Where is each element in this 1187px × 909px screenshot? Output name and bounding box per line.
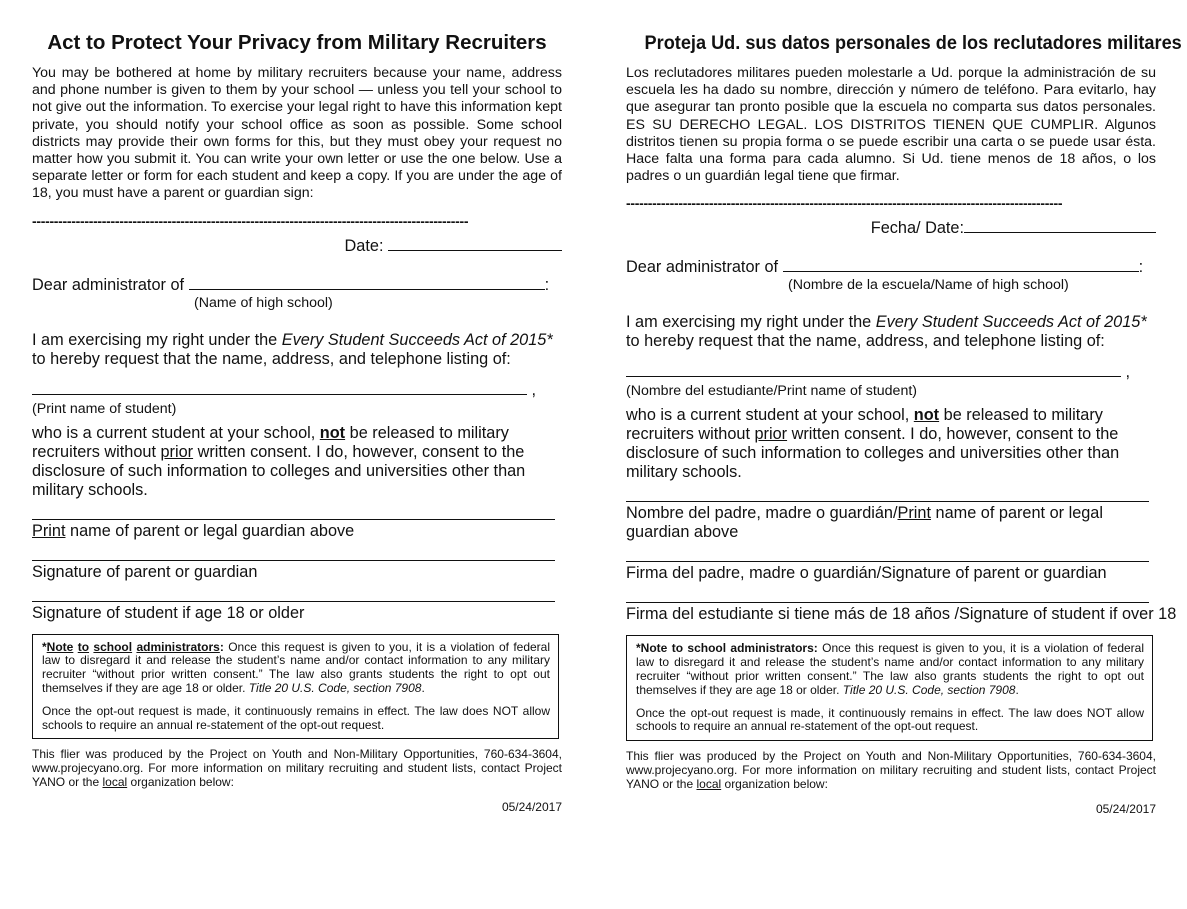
admin-note-box [32, 634, 559, 740]
prior-emphasis: prior [754, 425, 788, 444]
date-label: Date: [344, 236, 384, 255]
dear-row: Dear administrator of : [626, 258, 1144, 277]
footer-text: This flier was produced by the Project on Youth and Non-Military Opportunities, 760-634-3604, www.projecyano.org. For more information on military recruiting and student lists, contact Project YANO or the local organization below: [626, 749, 1156, 791]
student-caption: (Nombre del estudiante/Print name of student) [626, 383, 917, 400]
act-name: Every Student Succeeds Act of 2015* [875, 313, 1147, 332]
school-name-field[interactable] [783, 257, 1139, 272]
not-emphasis: not [913, 406, 940, 425]
consent-text: who is a current student at your school, not be released to military recruiters without prior written consent. I do, however, consent to the disclosure of such information to colleges and universities other than military schools. [626, 406, 1120, 482]
parent-signature-label: Signature of parent or guardian [32, 562, 258, 581]
not-emphasis: not [319, 423, 346, 442]
date-label: Fecha/ Date: [870, 219, 964, 238]
student-caption: (Print name of student) [32, 400, 177, 417]
student-signature-line[interactable] [32, 600, 555, 602]
english-form [32, 30, 562, 814]
spanish-form [626, 30, 1182, 816]
date-field[interactable] [388, 236, 562, 251]
parent-name-line[interactable] [626, 500, 1149, 502]
parent-name-label: Print name of parent or legal guardian above [32, 521, 355, 540]
dear-label: Dear administrator of [626, 258, 779, 277]
student-name-row: , [32, 380, 562, 400]
date-row [32, 236, 562, 256]
admin-note: *Note to school administrators: Once this request is given to you, it is a violation of federal law to disregard it and release the student’s name and/or contact information to any military recruiter “without prior written consent.” The law also grants students the right to opt out themselves if they are age 18 or older. Title 20 U.S. Code, section 7908. [636, 641, 1145, 697]
dear-row: Dear administrator of : [32, 275, 550, 294]
prior-emphasis: prior [160, 442, 194, 461]
date-row [626, 218, 1156, 238]
request-text: I am exercising my right under the Every Student Succeeds Act of 2015* to hereby request that the name, address, and telephone listing of: [626, 313, 1147, 351]
dear-label: Dear administrator of [32, 275, 185, 294]
parent-name-line[interactable] [32, 518, 555, 520]
request-text: I am exercising my right under the Every Student Succeeds Act of 2015* to hereby request that the name, address, and telephone listing of: [32, 330, 553, 368]
footer-text: This flier was produced by the Project on Youth and Non-Military Opportunities, 760-634-3604, www.projecyano.org. For more information on military recruiting and student lists, contact Project YANO or the local organization below: [32, 747, 562, 789]
footer-date: 05/24/2017 [501, 799, 562, 814]
school-caption: (Name of high school) [194, 294, 333, 311]
student-signature-label: Firma del estudiante si tiene más de 18 años /Signature of student if over 18 [626, 605, 1177, 624]
spanish-intro: Los reclutadores militares pueden molestarle a Ud. porque la administración de su escuela les ha dado su nombre, dirección y número de teléfono. Para evitarlo, hay que asegurar tan pronto posible que la escuela no comparta sus datos personales. ES SU DERECHO LEGAL. LOS DISTRITOS TIENEN QUE CUMPLIR. Algunos distritos tienen su propia forma o se puede escribir una carta o se puede usar ésta. Hace falta una forma para cada alumno. Si Ud. tiene menos de 18 años, o los padres o un guardián legal tiene que firmar. [626, 65, 1156, 185]
student-signature-label: Signature of student if age 18 or older [32, 603, 305, 622]
parent-signature-line[interactable] [32, 559, 555, 561]
english-title: Act to Protect Your Privacy from Military Recruiters [47, 31, 547, 54]
admin-note-box [626, 635, 1153, 741]
spanish-title: Proteja Ud. sus datos personales de los reclutadores militares [644, 32, 1182, 54]
student-name-field[interactable] [32, 380, 527, 395]
parent-signature-label: Firma del padre, madre o guardián/Signature of parent or guardian [626, 564, 1107, 583]
admin-note-2: Once the opt-out request is made, it continuously remains in effect. The law does NOT allow schools to require an annual re-statement of the opt-out request. [636, 705, 1144, 734]
footer-date: 05/24/2017 [1095, 801, 1156, 816]
student-name-row: , [626, 362, 1156, 382]
parent-signature-line[interactable] [626, 560, 1149, 562]
admin-note: *Note to school administrators: Once this request is given to you, it is a violation of federal law to disregard it and release the student’s name and/or contact information to any military recruiter “without prior written consent.” The law also grants students the right to opt out themselves if they are age 18 or older. Title 20 U.S. Code, section 7908. [42, 639, 551, 696]
consent-text: who is a current student at your school, not be released to military recruiters without prior written consent. I do, however, consent to the disclosure of such information to colleges and universities other than military schools. [32, 423, 526, 499]
act-name: Every Student Succeeds Act of 2015* [281, 330, 553, 349]
cut-line: ---------------------------------------------------------------------------------------------------- [32, 213, 469, 228]
date-field[interactable] [964, 218, 1156, 233]
student-name-field[interactable] [626, 362, 1121, 377]
admin-note-2: Once the opt-out request is made, it continuously remains in effect. The law does NOT allow schools to require an annual re-statement of the opt-out request. [42, 703, 550, 732]
english-intro: You may be bothered at home by military recruiters because your name, address and phone number is given to them by your school — unless you tell your school to not give out the information. To exercise your legal right to have this information kept private, you should notify your school office as soon as possible. Some school districts may provide their own forms for this, but they must obey your request no matter how you submit it. You can write your own letter or use the one below. Use a separate letter or form for each student and keep a copy. If you are under the age of 18, you must have a parent or guardian sign: [32, 65, 562, 202]
cut-line: ---------------------------------------------------------------------------------------------------- [626, 196, 1063, 211]
school-name-field[interactable] [189, 275, 545, 290]
parent-name-label: Nombre del padre, madre o guardián/Print name of parent or legal guardian above [626, 504, 1103, 542]
student-signature-line[interactable] [626, 601, 1149, 603]
school-caption: (Nombre de la escuela/Name of high school) [788, 277, 1069, 294]
